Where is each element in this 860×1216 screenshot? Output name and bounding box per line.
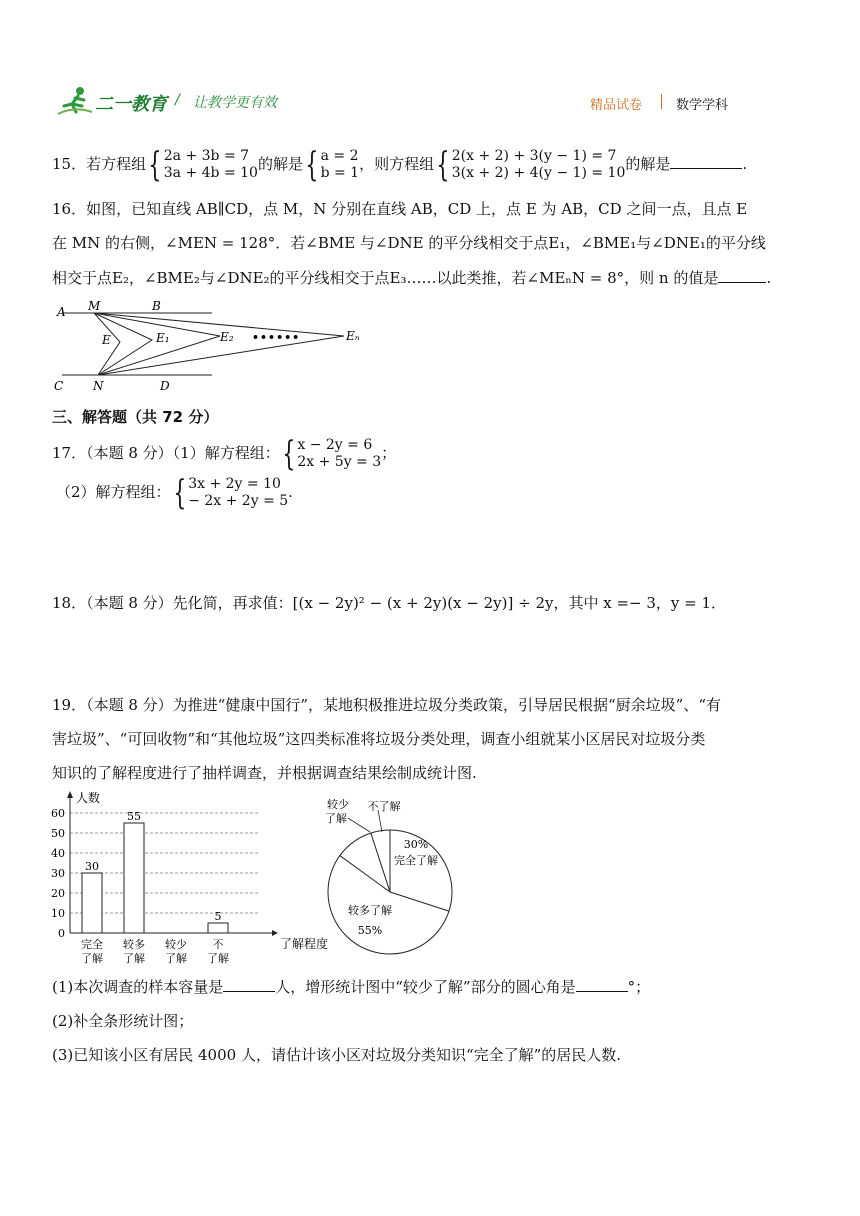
x-tick-label: 了解 xyxy=(81,952,103,965)
q15-mid-2: ，则方程组 xyxy=(359,155,435,173)
y-tick-label: 40 xyxy=(51,847,65,860)
equation: − 2x + 2y = 5 xyxy=(188,493,289,509)
answer-blank[interactable] xyxy=(718,268,766,283)
q15-tail: 的解是 xyxy=(625,155,671,173)
x-tick-label: 较多 xyxy=(123,938,145,951)
q17-lead: 17．（本题 8 分）（1）解方程组： xyxy=(52,444,280,462)
label-n: N xyxy=(93,379,104,393)
bar-chart xyxy=(46,788,329,965)
y-tick-label: 60 xyxy=(51,807,65,820)
bar-data-label: 5 xyxy=(214,910,222,923)
slice-label-none: 不了解 xyxy=(367,800,401,813)
y-tick-label: 50 xyxy=(51,827,65,840)
label-a: A xyxy=(57,305,66,319)
brace: { xyxy=(148,145,162,185)
pie-chart xyxy=(320,788,460,958)
q19-sub1-b: 人，增形统计图中“较少了解”部分的圆心角是 xyxy=(275,978,576,996)
label-e2: E₂ xyxy=(220,330,234,344)
y-axis-arrow xyxy=(67,791,73,798)
x-tick-label: 了解 xyxy=(207,952,229,965)
q15-end: . xyxy=(742,155,748,173)
y-tick-label: 10 xyxy=(51,907,65,920)
bar-data-label: 55 xyxy=(127,810,141,823)
q15-lead: 15．若方程组 xyxy=(52,155,147,173)
q16-line-3 xyxy=(52,266,771,290)
bar xyxy=(82,873,102,933)
x-axis-label: 了解程度 xyxy=(280,937,329,951)
slice-label-complete: 完全了解 xyxy=(394,854,438,867)
equation: b = 1 xyxy=(320,165,360,181)
leader-line xyxy=(348,818,370,832)
brace: { xyxy=(282,434,296,474)
equation: 2(x + 2) + 3(y − 1) = 7 xyxy=(451,148,617,164)
runner-logo-icon xyxy=(56,86,94,116)
equation: 2a + 3b = 7 xyxy=(163,148,250,164)
equation: x − 2y = 6 xyxy=(297,437,373,453)
q15-mid-1: 的解是 xyxy=(257,155,303,173)
q15-solution xyxy=(321,148,360,182)
q17-end-1: ； xyxy=(381,444,397,462)
q19-line-2: 害垃圾”、“可回收物”和“其他垃圾”这四类标准将垃圾分类处理，调查小组就某小区居民对垃圾分类 xyxy=(52,730,706,748)
equation: 3x + 2y = 10 xyxy=(188,476,281,492)
slice-label-less: 较少 xyxy=(327,798,349,811)
y-tick-label: 0 xyxy=(58,927,65,940)
x-tick-label: 完全 xyxy=(81,938,103,951)
answer-blank[interactable] xyxy=(670,154,742,169)
bar-data-label: 30 xyxy=(85,860,99,873)
equation: 3(x + 2) + 4(y − 1) = 10 xyxy=(451,165,626,181)
question-17-part-2 xyxy=(56,473,293,513)
path-menn xyxy=(94,313,344,375)
label-e1: E₁ xyxy=(156,331,170,345)
leader-line xyxy=(378,810,382,832)
label-m: M xyxy=(88,299,101,313)
label-en: Eₙ xyxy=(346,329,360,343)
q16-line-1: 16．如图，已知直线 AB∥CD，点 M，N 分别在直线 AB，CD 上，点 E 为 AB，CD 之间一点，且点 E xyxy=(52,200,748,218)
equation: 3a + 4b = 10 xyxy=(163,165,258,181)
x-tick-label: 了解 xyxy=(123,952,145,965)
q16-end: . xyxy=(766,269,772,287)
label-b: B xyxy=(152,299,161,313)
q17-lead-2: （2）解方程组： xyxy=(56,483,171,501)
q19-line-1: 19．（本题 8 分）为推进“健康中国行”，某地积极推进垃圾分类政策，引导居民根据“厨余垃圾”、“有 xyxy=(52,696,722,714)
q15-system-1 xyxy=(164,148,258,182)
y-axis-label: 人数 xyxy=(76,791,101,805)
slice-label-less: 了解 xyxy=(325,812,347,825)
equation: 2x + 5y = 3 xyxy=(297,454,382,470)
y-tick-label: 20 xyxy=(51,887,65,900)
slogan: 让教学更有效 xyxy=(193,95,277,111)
q19-sub1-c: °； xyxy=(627,978,651,996)
page-header xyxy=(0,80,860,120)
slice-label-more: 较多了解 xyxy=(348,904,392,917)
q17-system-1 xyxy=(297,437,381,471)
q19-sub-1 xyxy=(52,975,650,999)
y-tick-label: 30 xyxy=(51,867,65,880)
equation: a = 2 xyxy=(320,148,359,164)
brace: { xyxy=(172,473,186,513)
tag-label: 精品试卷 xyxy=(590,98,643,113)
q16-line-3-text: 相交于点E₂，∠BME₂与∠DNE₂的平分线相交于点E₃……以此类推，若∠MEₙN = 8°，则 n 的值是 xyxy=(52,269,719,287)
answer-blank[interactable] xyxy=(576,977,628,992)
label-c: C xyxy=(54,379,64,393)
answer-blank[interactable] xyxy=(223,977,275,992)
logo-text: 二一教育 xyxy=(95,94,167,115)
question-18: 18．（本题 8 分）先化简，再求值：[(x − 2y)² − (x + 2y)(x − 2y)] ÷ 2y，其中 x =− 3，y = 1． xyxy=(52,594,727,612)
q19-sub-3: (3)已知该小区有居民 4000 人，请估计该小区对垃圾分类知识“完全了解”的居民人数. xyxy=(52,1046,622,1064)
q15-system-2 xyxy=(452,148,626,182)
q16-line-2: 在 MN 的右侧，∠MEN = 128°．若∠BME 与∠DNE 的平分线相交于点E₁，∠BME₁与∠DNE₁的平分线 xyxy=(52,234,766,252)
slice-label-more: 55% xyxy=(357,924,383,937)
label-e: E xyxy=(102,333,111,347)
q19-line-3: 知识的了解程度进行了抽样调查，并根据调查结果绘制成统计图. xyxy=(52,764,477,782)
q16-figure xyxy=(52,296,372,396)
q17-end-2: . xyxy=(288,483,293,501)
q19-sub1-a: (1)本次调查的样本容量是 xyxy=(52,978,224,996)
x-tick-label: 较少 xyxy=(165,938,187,951)
header-divider xyxy=(661,94,662,109)
q19-sub-2: (2)补全条形统计图； xyxy=(52,1012,194,1030)
x-tick-label: 了解 xyxy=(165,952,187,965)
bar xyxy=(208,923,228,933)
question-17-part-1 xyxy=(52,434,397,474)
slice-label-complete: 30% xyxy=(403,838,429,851)
x-tick-label: 不 xyxy=(212,938,224,951)
q17-system-2 xyxy=(188,476,288,510)
bar xyxy=(124,823,144,933)
subject-label: 数学学科 xyxy=(676,98,729,113)
label-dots: •••••• xyxy=(252,331,301,344)
x-axis-arrow xyxy=(272,930,278,936)
question-15 xyxy=(52,145,748,185)
label-d: D xyxy=(160,379,170,393)
section-3-title: 三、解答题（共 72 分） xyxy=(52,408,219,426)
brace: { xyxy=(305,145,319,185)
slogan-slash: / xyxy=(175,92,180,108)
brace: { xyxy=(436,145,450,185)
